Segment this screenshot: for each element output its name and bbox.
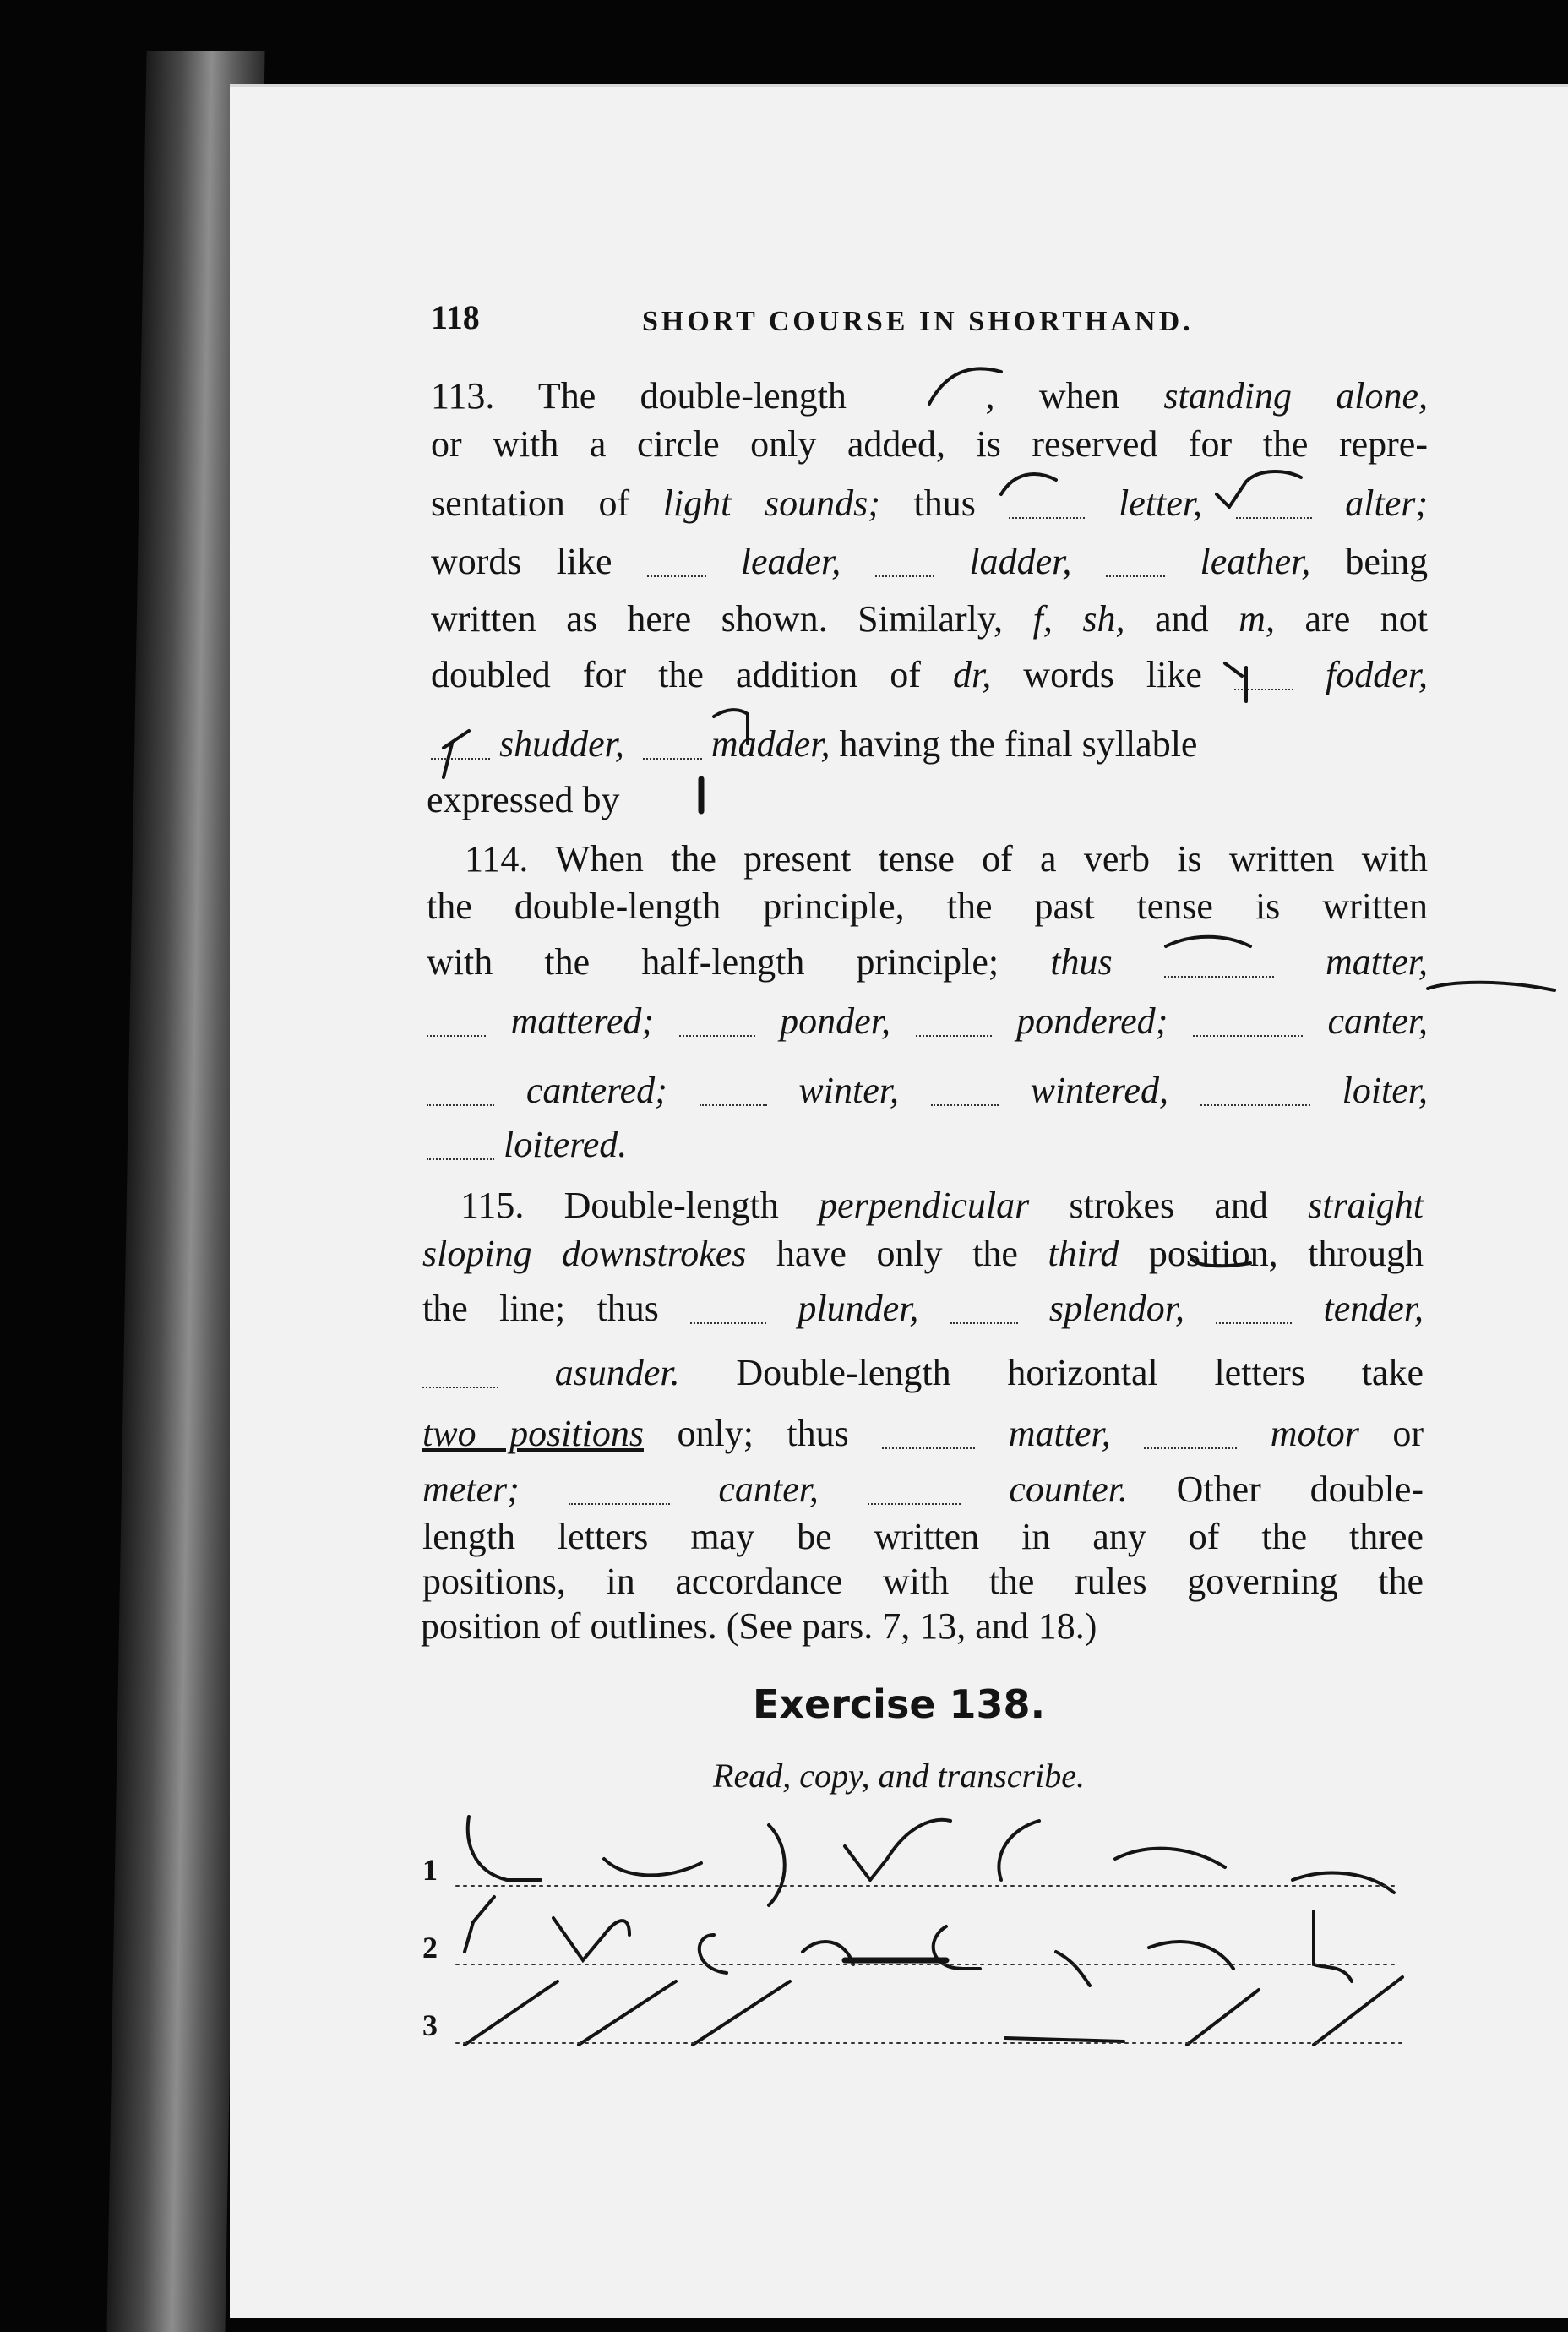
shorthand-outline (468, 1817, 541, 1880)
shorthand-outline (1001, 474, 1056, 494)
p113-line-2: or with a circle only added, is reserved for the repre- (431, 423, 1428, 465)
p113-line-7: shudder, madder, having the final syllable (431, 720, 1428, 768)
shorthand-outline (693, 1981, 790, 2045)
shorthand-outline (1293, 1873, 1394, 1893)
shorthand-outline (769, 1825, 785, 1905)
shorthand-outline (845, 1820, 950, 1880)
exercise-subtitle: Read, copy, and transcribe. (713, 1757, 1085, 1795)
shorthand-outline (444, 731, 469, 777)
shorthand-outline (1166, 937, 1250, 946)
p114-line-2: the double-length principle, the past tense is written (427, 885, 1428, 927)
exercise-line-number: 3 (422, 2008, 438, 2042)
shorthand-outline (1314, 1911, 1352, 1981)
shorthand-outline (1187, 1990, 1259, 2045)
page-number: 118 (431, 298, 480, 336)
p113-line-4: words like leader, ladder, leather, being (431, 541, 1429, 582)
shorthand-outline (1428, 983, 1554, 990)
p114-line-3: with the half-length principle; thus matter, (427, 941, 1429, 983)
p113-line-3: sentation of light sounds; thus letter, alter; (431, 482, 1429, 524)
p115-line-7: length letters may be written in any of the three (422, 1516, 1424, 1557)
shorthand-outline (1149, 1942, 1233, 1969)
p115-line-5: two positions only; thus matter, motor or (422, 1413, 1424, 1454)
p113-line-6: doubled for the addition of dr, words like fodder, (431, 654, 1429, 695)
shorthand-outline (579, 1981, 676, 2045)
p114-line-4: mattered; ponder, pondered; canter, (427, 997, 1428, 1045)
p113-line-1: 113. The double-length , when standing alone, (431, 375, 1429, 417)
p115-line-4: asunder. Double-length horizontal letters take (422, 1349, 1424, 1397)
shorthand-outline (604, 1859, 701, 1875)
p114-line-6: loitered. (427, 1120, 934, 1169)
p115-line-3: the line; thus plunder, splendor, tender, (422, 1288, 1424, 1329)
shorthand-outline (714, 710, 748, 744)
exercise-title: Exercise 138. (752, 1681, 1046, 1727)
p114-line-5: cantered; winter, wintered, loiter, (427, 1066, 1428, 1114)
exercise-line-number: 2 (422, 1931, 438, 1964)
shorthand-outline (1217, 471, 1301, 507)
shorthand-outline (553, 1918, 629, 1960)
p115-line-8: positions, in accordance with the rules governing the (422, 1561, 1424, 1602)
p115-line-1: 115. Double-length perpendicular strokes and straight (460, 1185, 1424, 1226)
exercise-line-number: 1 (422, 1853, 438, 1887)
shorthand-outline (1225, 663, 1246, 701)
shorthand-outline (1005, 2038, 1124, 2041)
p115-line-2: sloping downstrokes have only the third position, through (422, 1233, 1424, 1274)
shorthand-outline (465, 1981, 558, 2045)
shorthand-outline (1191, 1259, 1250, 1266)
shorthand-outline (465, 1897, 494, 1952)
shorthand-outline (700, 1935, 727, 1973)
p113-line-5: written as here shown. Similarly, f, sh, and m, are not (431, 598, 1429, 640)
shorthand-outline (1314, 1977, 1402, 2045)
p113-line-8: expressed by (427, 779, 620, 820)
p114-line-1: 114. When the present tense of a verb is written with (465, 838, 1428, 880)
running-head: SHORT COURSE IN SHORTHAND. (642, 306, 1194, 337)
shorthand-outline (999, 1821, 1039, 1880)
p115-line-6: meter; canter, counter. Other double- (422, 1468, 1424, 1510)
shorthand-outline (1115, 1849, 1225, 1867)
p115-line-9: position of outlines. (See pars. 7, 13, and 18.) (421, 1605, 1097, 1647)
shorthand-outline (929, 368, 1001, 404)
shorthand-outline (1056, 1952, 1090, 1986)
